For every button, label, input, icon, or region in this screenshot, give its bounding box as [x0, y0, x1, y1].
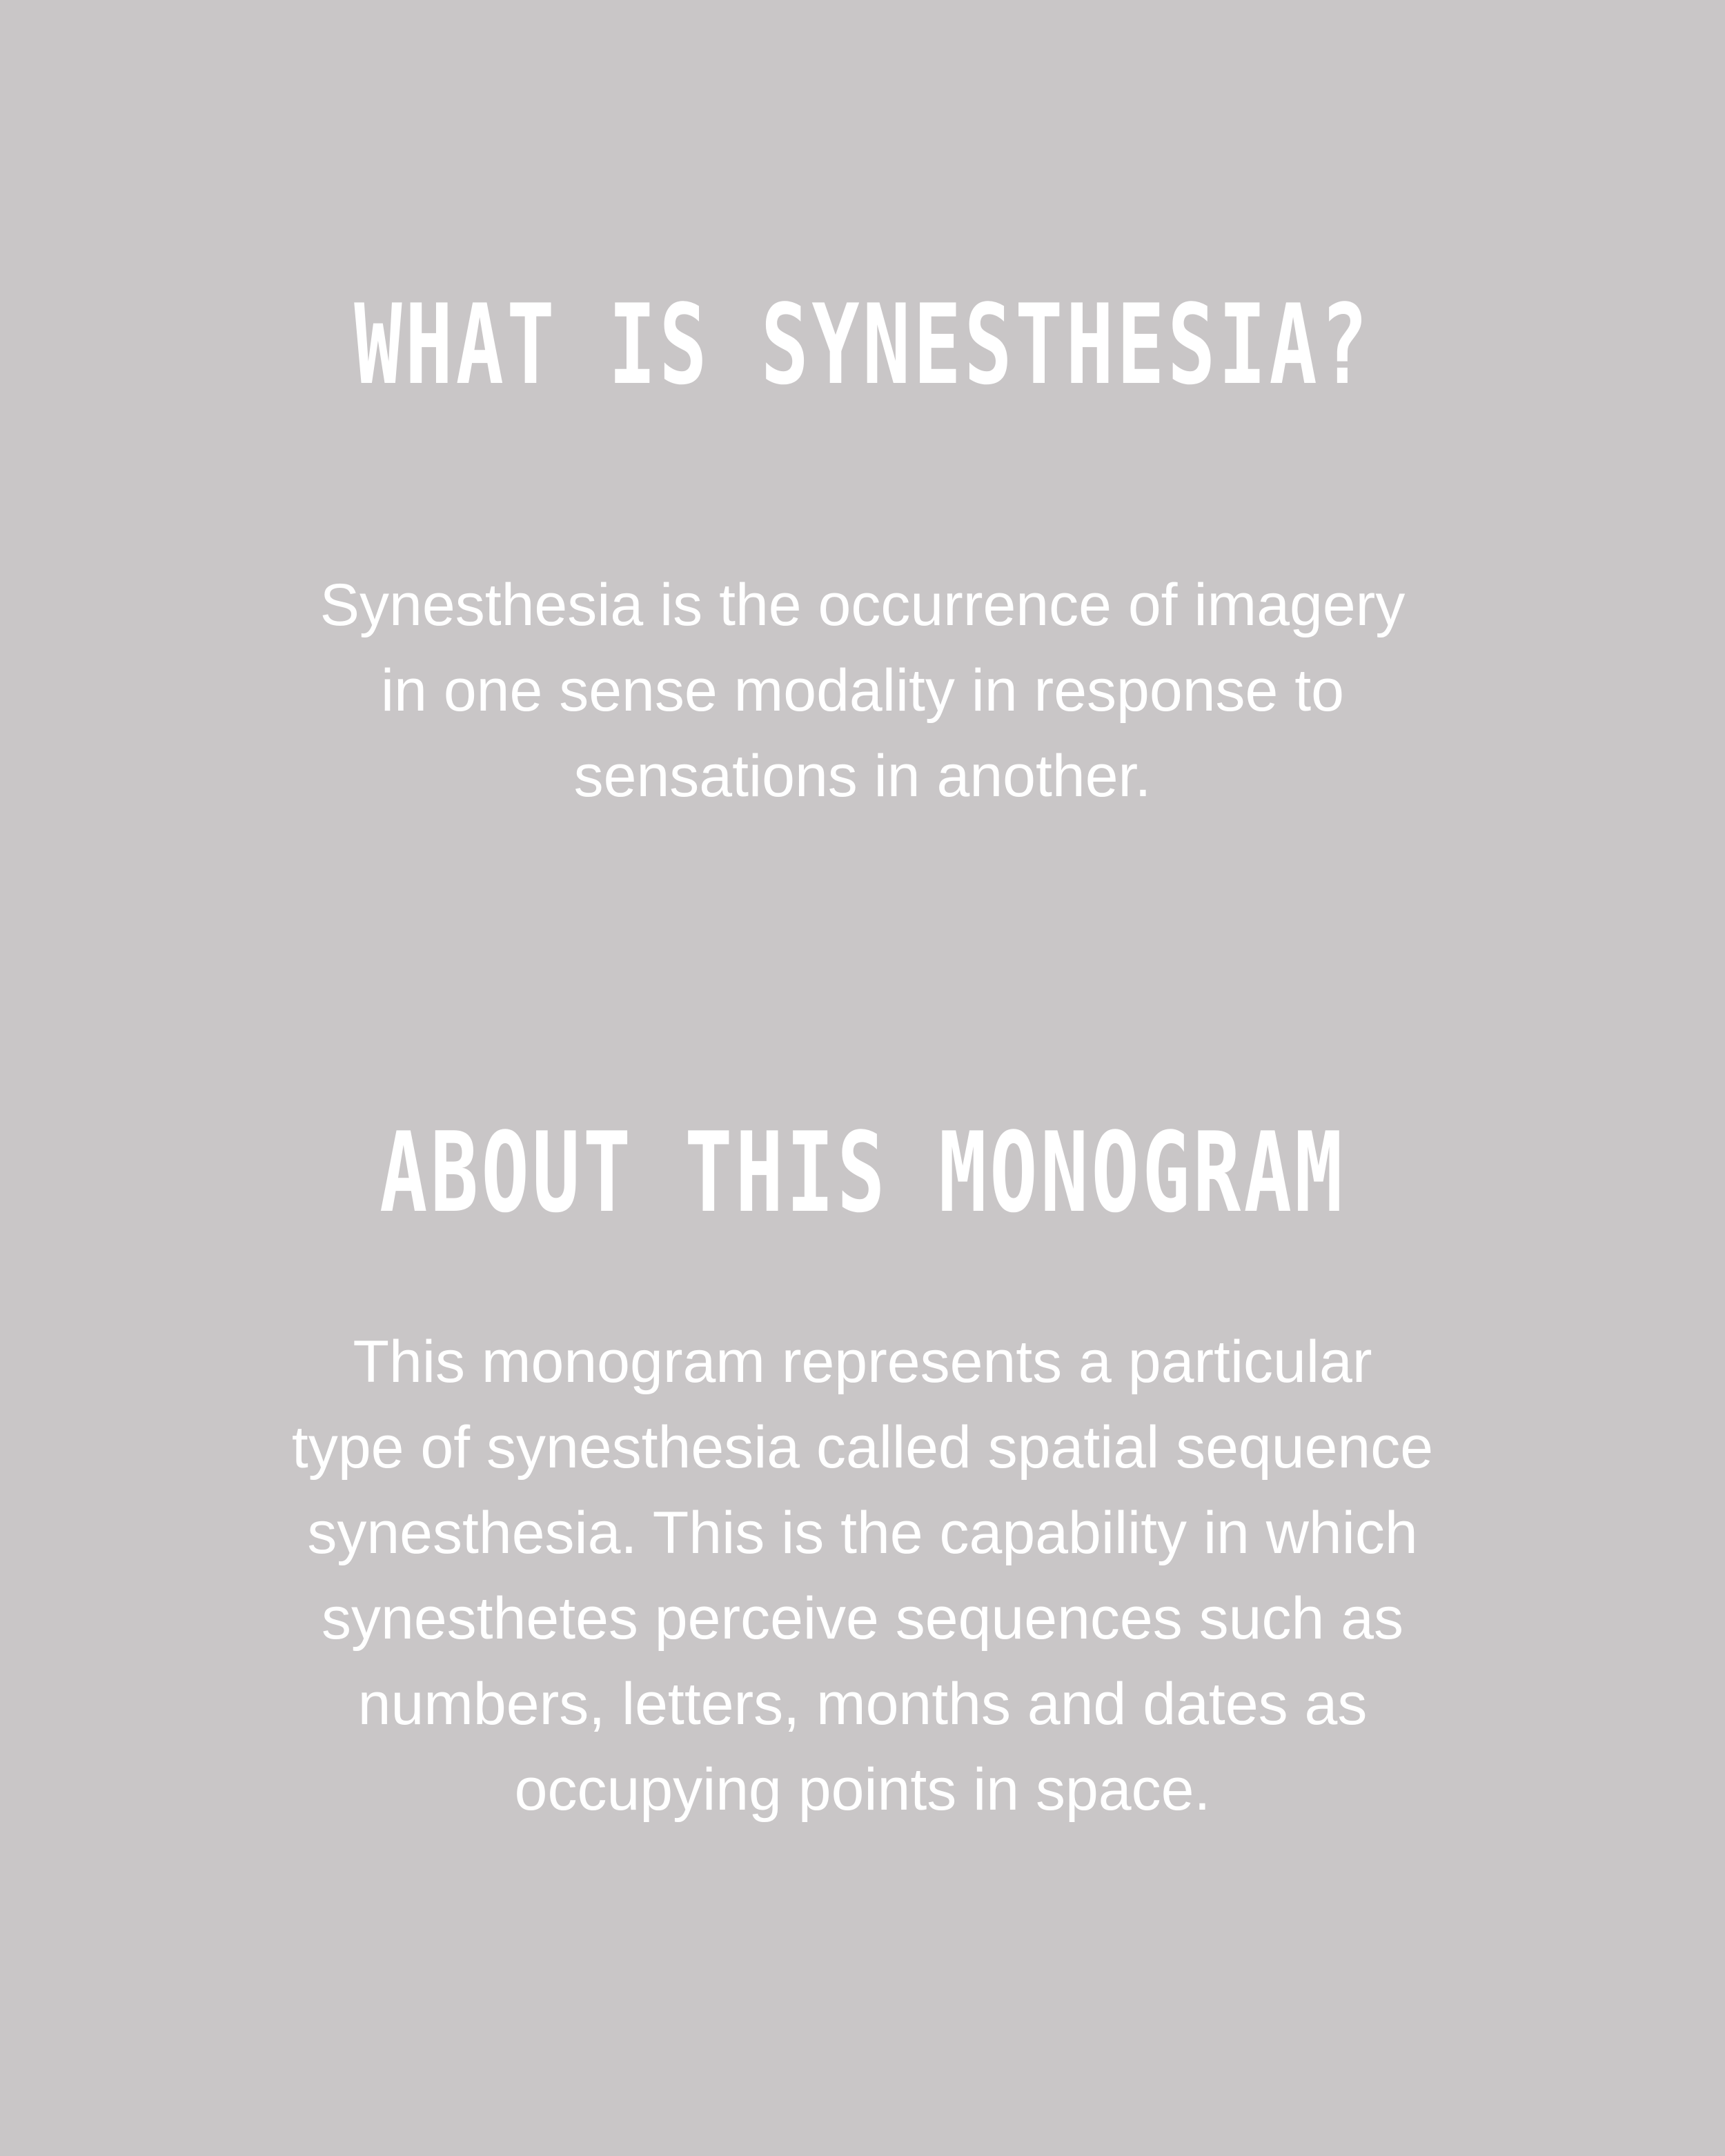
- description-line: type of synesthesia called spatial sequence: [291, 1414, 1434, 1481]
- description-line: Synesthesia is the occurrence of imagery: [319, 572, 1406, 638]
- description-line: in one sense modality in response to: [381, 657, 1344, 724]
- description-line: sensations in another.: [573, 743, 1152, 809]
- description-line: occupying points in space.: [514, 1757, 1211, 1823]
- description-line: This monogram represents a particular: [353, 1329, 1372, 1395]
- section-heading-synesthesia: WHAT IS SYNESTHESIA?: [354, 280, 1371, 409]
- description-line: synesthetes perceive sequences such as: [321, 1585, 1404, 1652]
- description-line: synesthesia. This is the capability in which: [307, 1500, 1418, 1566]
- section-heading-monogram: ABOUT THIS MONOGRAM: [379, 1108, 1346, 1237]
- monogram-description: [172, 1319, 1552, 1832]
- synesthesia-description: [172, 562, 1552, 819]
- description-line: numbers, letters, months and dates as: [357, 1671, 1368, 1737]
